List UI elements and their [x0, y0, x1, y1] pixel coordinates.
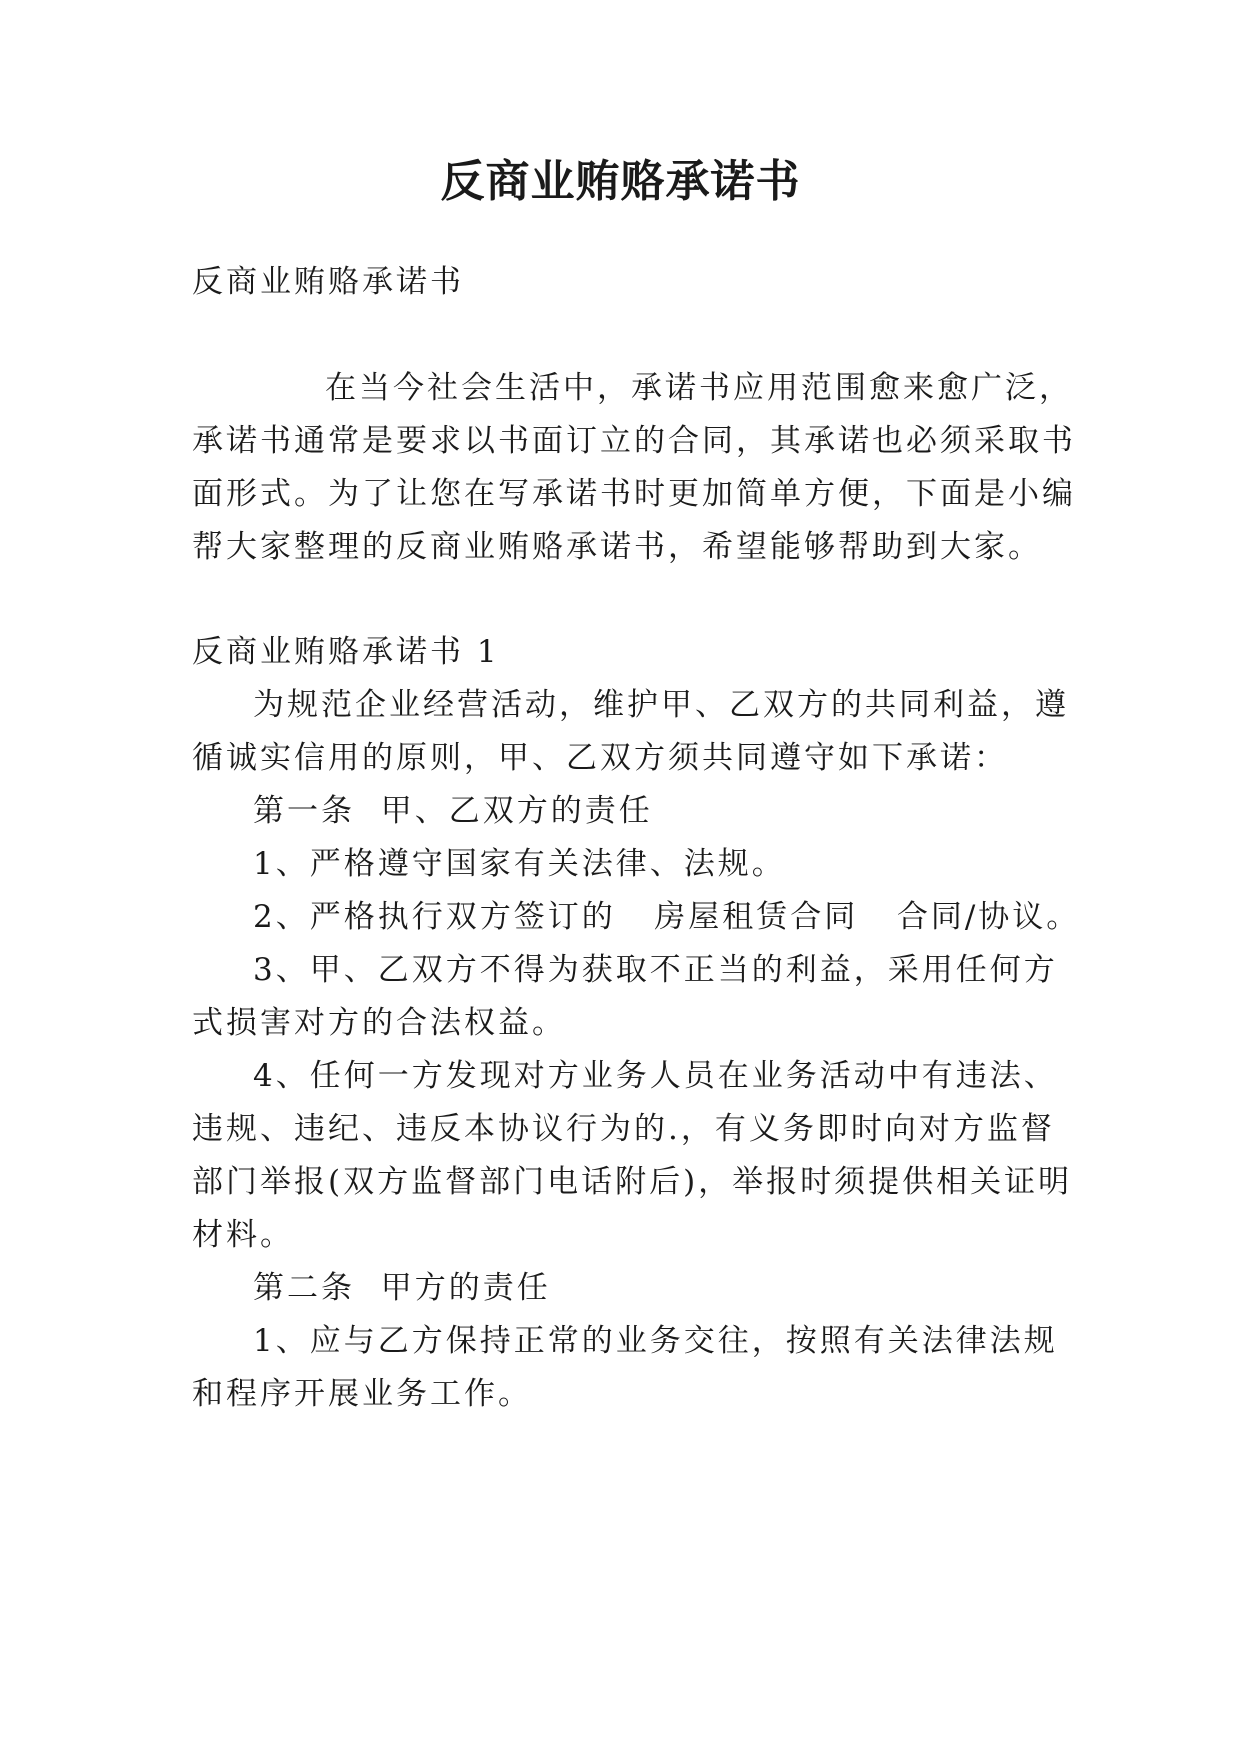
intro-line: 帮大家整理的反商业贿赂承诺书，希望能够帮助到大家。 [192, 529, 1042, 565]
body-line: 为规范企业经营活动，维护甲、乙双方的共同利益，遵 [253, 687, 1069, 723]
body-line: 材料。 [192, 1217, 294, 1253]
body-line: 3、甲、乙双方不得为获取不正当的利益，采用任何方 [253, 952, 1058, 988]
body-line: 1、严格遵守国家有关法律、法规。 [253, 846, 786, 882]
intro-line: 在当今社会生活中，承诺书应用范围愈来愈广泛， [325, 370, 1073, 406]
intro-line: 承诺书通常是要求以书面订立的合同，其承诺也必须采取书 [192, 423, 1076, 459]
body-line: 部门举报(双方监督部门电话附后)，举报时须提供相关证明 [192, 1164, 1073, 1200]
body-line: 2、严格执行双方签订的 房屋租赁合同 合同/协议。 [253, 899, 1081, 935]
article-heading: 第二条 甲方的责任 [253, 1270, 551, 1306]
document-title: 反商业贿赂承诺书 [440, 156, 801, 207]
body-line: 和程序开展业务工作。 [192, 1376, 532, 1412]
intro-line: 面形式。为了让您在写承诺书时更加简单方便，下面是小编 [192, 476, 1076, 512]
body-line: 循诚实信用的原则，甲、乙双方须共同遵守如下承诺： [192, 740, 1008, 776]
body-line: 1、应与乙方保持正常的业务交往，按照有关法律法规 [253, 1323, 1058, 1359]
section-heading: 反商业贿赂承诺书 1 [192, 634, 500, 670]
body-line: 4、任何一方发现对方业务人员在业务活动中有违法、 [253, 1058, 1058, 1094]
document-subtitle: 反商业贿赂承诺书 [192, 264, 464, 300]
article-heading: 第一条 甲、乙双方的责任 [253, 793, 653, 829]
body-line: 违规、违纪、违反本协议行为的.，有义务即时向对方监督 [192, 1111, 1055, 1147]
body-line: 式损害对方的合法权益。 [192, 1005, 566, 1041]
